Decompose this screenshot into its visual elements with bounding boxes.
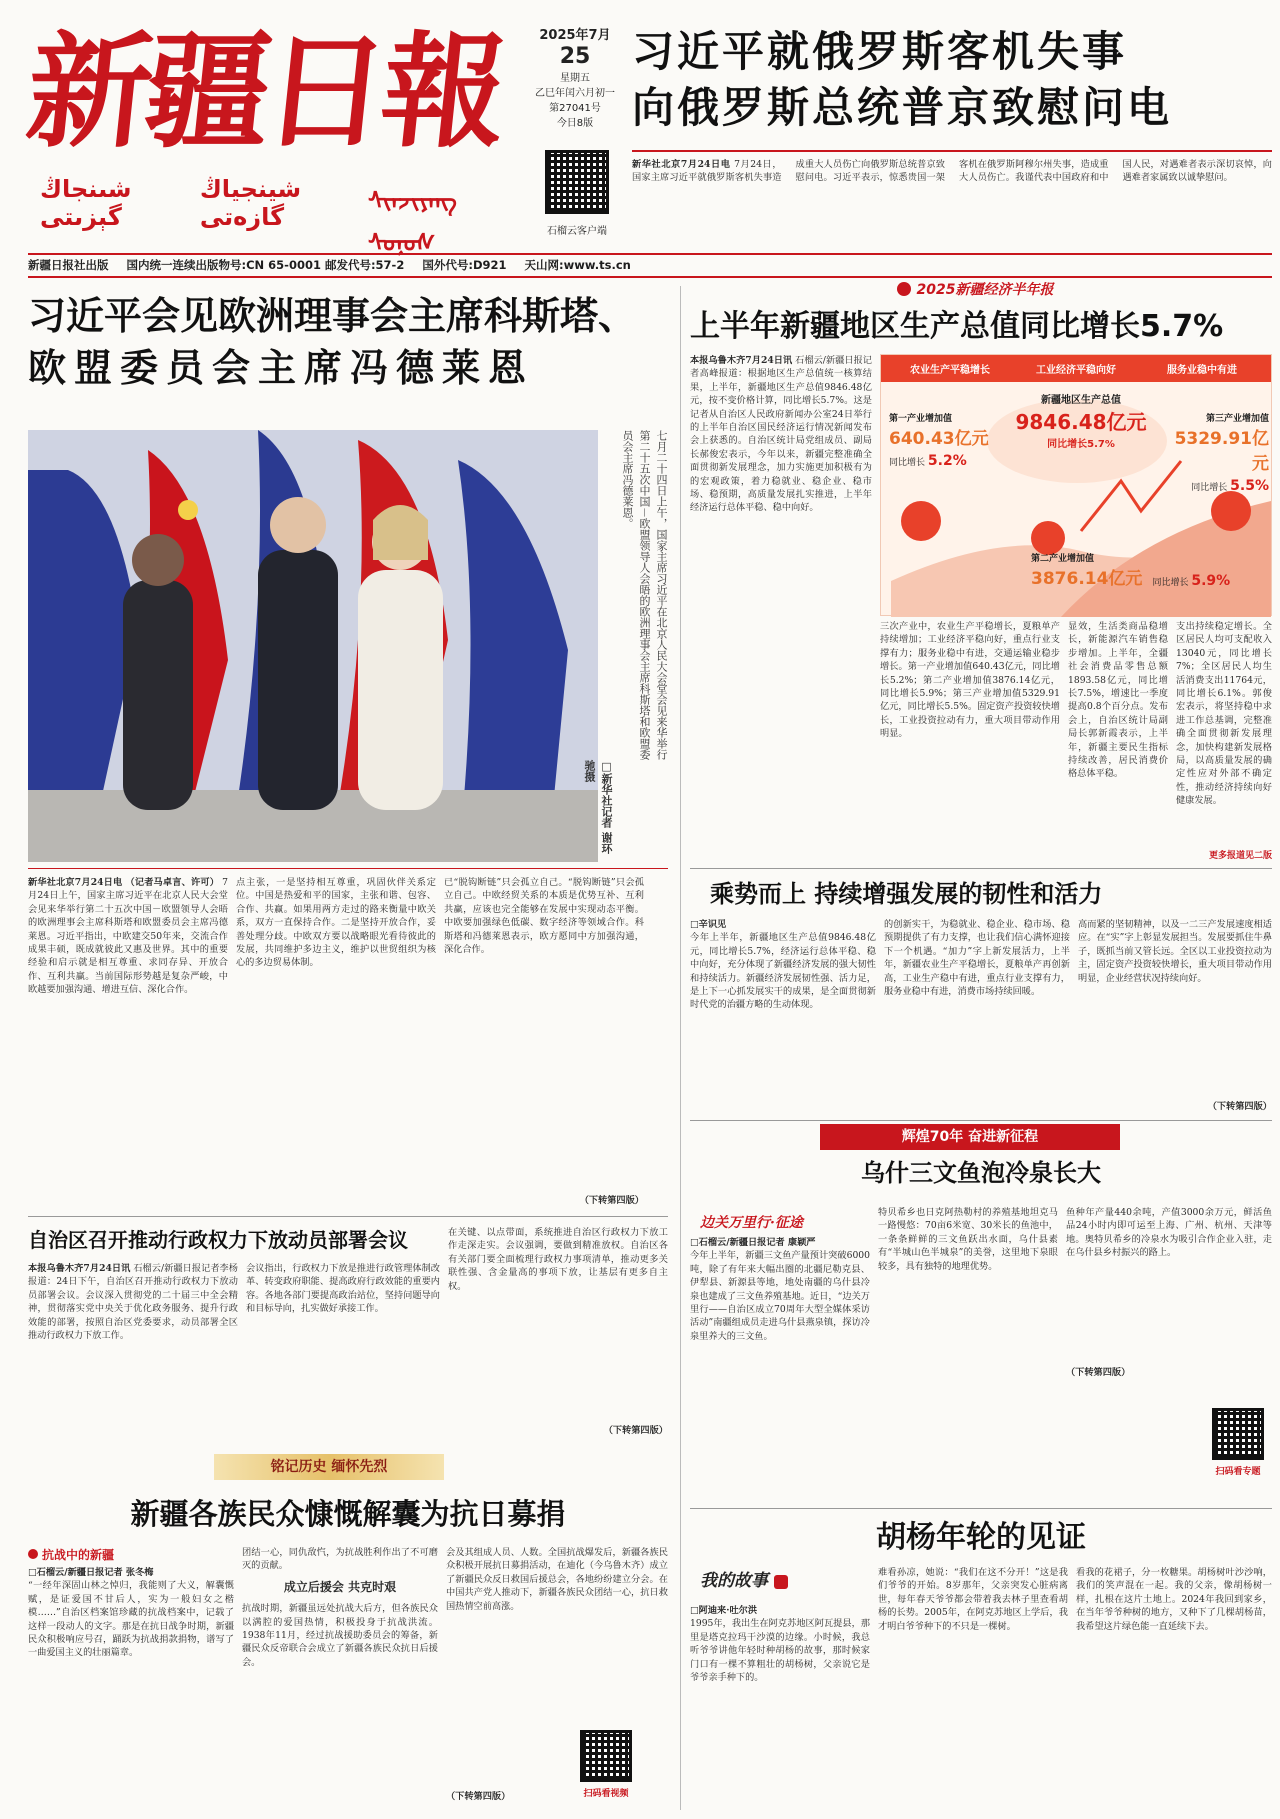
- history-series-text: 抗战中的新疆: [42, 1548, 115, 1562]
- top-story-text: 7月24日，国家主席习近平就俄罗斯客机失事造成重大人员伤亡向俄罗斯总统普京致慰问电。习近平表示，惊悉贵国一架客机在俄罗斯阿穆尔州失事，造成重大人员伤亡。我谨代表中国政府和中国人民，对遇难者表示深切哀悼，向遇难者家属致以诚挚慰问。: [632, 159, 1272, 184]
- commentary-headline[interactable]: 乘势而上 持续增强发展的韧性和活力: [710, 880, 1103, 908]
- gdp-tertiary-growth-word: 同比增长: [1191, 483, 1228, 493]
- fish-headline[interactable]: 乌什三文鱼泡冷泉长大: [861, 1159, 1101, 1187]
- economy-divider: [690, 868, 1272, 869]
- economy-col-3: 显效，生活类商品稳增长，新能源汽车销售稳步增加。上半年，全疆社会消费品零售总额1893.58亿元，同比增长7.5%，增速比一季度提高0.8个百分点。发布会上，自治区统计局副局长郭新霞表示，上半年，新疆主要民生指标持续改善，居民消费价格总体平稳。: [1068, 621, 1168, 780]
- fish-col-2: 特贝希乡也日克阿热勒村的养殖基地坦克马一路慢悠：70亩6米宽、30米长的鱼池中，一条条鲜鲜的三文鱼跃出水面，乌什县素有“半城山色半城泉”的美誉，这里地下泉眼较多，具有独特的地理优势。: [878, 1207, 1058, 1272]
- gdp-primary-value: 640.43亿元: [889, 429, 989, 449]
- gdp-tertiary-value: 5329.91亿元: [1174, 429, 1269, 474]
- banner-dot-icon: [897, 282, 911, 296]
- gdp-secondary-label: 第二产业增加值: [1031, 554, 1095, 564]
- admin-top-divider: [28, 1216, 668, 1217]
- tree-col-1-text: 1995年，我出生在阿克苏地区阿瓦提县，那里是塔克拉玛干沙漠的边缘。小时候，我总听爷爷讲他年轻时种胡杨的故事，那时候家门口有一棵不算粗壮的胡杨树，父亲说它是爷爷亲手种下的。: [690, 1618, 870, 1684]
- economy-col-1-text: 石榴云/新疆日报记者高峰报道：根据地区生产总值统一核算结果，上半年，新疆地区生产总值9846.48亿元，按不变价格计算，同比增长5.7%。这是记者从自治区人民政府新闻办公室24日举行的上半年自治区国民经济运行情况新闻发布会上获悉的。自治区统计局党组成员、副局长郝俊宏表示，今年以来，新疆完整准确全面贯彻新发展理念，加力实施更加积极有为的宏观政策，着力稳就业、稳企业、稳市场、稳预期，高质量发展扎实推进，上半年经济运行总体平稳、稳中向好。: [690, 355, 872, 514]
- history-headline[interactable]: 新疆各族民众慷慨解囊为抗日募捐: [130, 1497, 566, 1531]
- economy-col-4: 支出持续稳定增长。全区居民人均可支配收入13040元，同比增长7%；全区居民人均生活消费支出11764元，同比增长6.1%。郭俊宏表示，将坚持稳中求进工作总基调，完整准确全面贯彻新发展理念，加快构建新发展格局，以高质量发展的确定性应对外部不确定性，推动经济持续向好健康发展。: [1176, 621, 1272, 807]
- fish-jump[interactable]: （下转第四版）: [1066, 1367, 1131, 1378]
- issue-number: 第27041号: [549, 103, 601, 114]
- newspaper-logo: 新疆日報: [20, 20, 508, 165]
- lead-headline-1[interactable]: 习近平会见欧洲理事会主席科斯塔、: [28, 294, 637, 338]
- admin-col-3: 在关键、以点带面，系统推进自治区行政权力下放工作走深走实。会议强调，要做到精准放权。自治区各有关部门要全面梳理行政权力事项清单，推动更多关联性强、含金量高的事项下放，让基层有更多自主权。: [448, 1227, 668, 1292]
- fish-col-3b: [1066, 1366, 1204, 1502]
- date-box: [530, 24, 620, 131]
- gdp-primary: [889, 411, 999, 469]
- commentary-divider: [690, 1120, 1272, 1121]
- gdp-secondary-growth: 5.9%: [1191, 573, 1231, 589]
- website-link[interactable]: 天山网:www.ts.cn: [524, 258, 631, 272]
- uyghur-title: شىنجاڭ گېزىتى: [40, 175, 132, 231]
- date-year-month: 2025年7月: [539, 28, 611, 43]
- gdp-tertiary: [1165, 411, 1269, 494]
- top-story-body: [632, 158, 1272, 240]
- economy-col-2: 三次产业中，农业生产平稳增长，夏粮单产持续增加；工业经济平稳向好，重点行业支撑有力；服务业稳中有进，交通运输业稳步增长。第一产业增加值640.43亿元，同比增长5.2%；第二产业增加值3876.14亿元，同比增长5.9%；第三产业增加值5329.91亿元，同比增长5.5%。固定资产投资较快增长，工业投资拉动有力，重大项目带动作用明显。: [880, 621, 1060, 740]
- photo-credit: □新华社记者 谢环驰摄: [583, 760, 613, 854]
- gdp-primary-growth-word: 同比增长: [889, 458, 926, 468]
- gdp-secondary-value: 3876.14亿元: [1031, 569, 1143, 589]
- history-col-2: [242, 1546, 438, 1806]
- gdp-total-value: 9846.48亿元: [1015, 410, 1147, 434]
- masthead-scripts: [40, 175, 480, 257]
- meeting-photo-illustration: [28, 430, 598, 862]
- tree-series: [700, 1566, 800, 1591]
- gdp-tertiary-label: 第三产业增加值: [1205, 414, 1269, 424]
- economy-banner: [860, 278, 1090, 300]
- lead-reporters: （记者马卓言、许可）: [125, 877, 220, 888]
- gdp-tab-industry: 工业经济平稳向好: [1036, 365, 1116, 376]
- publication-info-bar: [28, 253, 1272, 275]
- fish-qr-code[interactable]: [1212, 1408, 1264, 1460]
- history-qr-code[interactable]: [580, 1730, 632, 1782]
- history-col-2b-text: 抗战时期，新疆虽远处抗战大后方，但各族民众以满腔的爱国热情，积极投身于抗战洪流。1938年11月，经过抗战援助委员会的筹备，新疆民众反帝联合会成立了新疆各族民众抗日后援会。: [242, 1603, 438, 1668]
- gdp-tab-agriculture: 农业生产平稳增长: [910, 365, 990, 376]
- history-banner: 铭记历史 缅怀先烈: [214, 1454, 444, 1480]
- history-jump[interactable]: （下转第四版）: [446, 1791, 511, 1802]
- mongolian-title: ᠰᠢᠨᠵᠢᠶᠠᠩ ᠰᠣᠨᠣᠰ: [367, 187, 457, 257]
- lead-col-3: 已“脱钩断链”只会孤立自己。“脱钩断链”只会孤立自己。中欧经贸关系的本质是优势互补、互利共赢，应该也完全能够在发展中实现动态平衡。中欧要加强绿色低碳、数字经济等领域合作。科斯塔和冯德莱恩表示，欧方愿同中方加强沟通，深化合作。: [444, 877, 644, 956]
- lead-headline: [28, 290, 668, 420]
- lead-jump[interactable]: （下转第四版）: [579, 1195, 644, 1206]
- admin-col-1-text: 石榴云/新疆日报记者李杨报道：24日下午，自治区召开推动行政权力下放动员部署会议。会议深入贯彻党的二十届三中全会精神，贯彻落实党中央关于优化政务服务、提升行政效能的部署，按照自治区党委要求，动员部署全区推动行政权力下放工作。: [28, 1263, 238, 1342]
- tree-col-1: [690, 1604, 870, 1806]
- history-author: □石榴云/新疆日报记者 张冬梅: [28, 1567, 154, 1578]
- history-col-1-text: “一经年深固山林之悼归，我能则了大义，解囊慨赋，是证爱国不甘后人，实为一般妇女之楷模……”自治区档案馆珍藏的抗战档案中，记载了这样一段动人的文字。那是在抗日战争时期，新疆民众积极响应号召，踊跃为抗战捐款捐物，谱写了一曲爱国主义的壮丽篇章。: [28, 1580, 234, 1659]
- lead-col-2: 点主张，一是坚持相互尊重，巩固伙伴关系定位。中国是热爱和平的国家，主张和谐、包容、合作、共赢。如果用两方走过的路来衡量中欧关系，双方一直保持合作。二是坚持开放合作，妥善处理分歧。中欧双方要以战略眼光看待彼此的发展，共同维护多边主义，维护以世贸组织为核心的多边贸易体制。: [236, 877, 436, 969]
- anniversary-banner: 辉煌70年 奋进新征程: [820, 1124, 1120, 1150]
- fish-series: 边关万里行·征途: [700, 1215, 803, 1231]
- lunar-date: 乙巳年闰六月初一: [535, 88, 615, 99]
- date-day: 25: [559, 44, 591, 69]
- economy-col-1: [690, 354, 872, 864]
- gdp-tab-services: 服务业稳中有进: [1167, 365, 1237, 376]
- gdp-total-growth: 同比增长5.7%: [1047, 439, 1115, 450]
- history-col-1: [28, 1566, 234, 1806]
- weekday: 星期五: [560, 73, 590, 84]
- lead-photo-divider: [28, 868, 668, 869]
- page-count: 今日8版: [556, 118, 594, 129]
- history-series: [28, 1546, 228, 1563]
- client-qr-code[interactable]: [545, 150, 609, 214]
- top-story-headline-2[interactable]: 向俄罗斯总统普京致慰问电: [632, 83, 1173, 132]
- photo-caption-text: 七月二十四日上午，国家主席习近平在北京人民大会堂会见来华举行第二十五次中国－欧盟领导人会晤的欧洲理事会主席科斯塔和欧盟委员会主席冯德莱恩。: [621, 430, 668, 760]
- history-qr-caption: 扫码看视频: [583, 1789, 629, 1799]
- history-col-3: 会及其组成人员、人数。全国抗战爆发后，新疆各族民众积极开展抗日募捐活动，在迪化（今乌鲁木齐）成立了新疆民众反日救国后援总会，各地纷纷建立分会。在中国共产党人推动下，新疆各族民众团结一心，抗日救国热情空前高涨。: [446, 1547, 668, 1612]
- lead-col-1: [28, 876, 228, 1208]
- photo-caption: [583, 430, 670, 862]
- economy-more-link[interactable]: 更多报道见二版: [1208, 851, 1272, 861]
- gdp-infographic: [880, 354, 1272, 616]
- cn-code: 国内统一连续出版物号:CN 65-0001 邮发代号:57-2: [126, 258, 405, 272]
- gdp-secondary: [1031, 551, 1251, 589]
- commentary-jump[interactable]: （下转第四版）: [1207, 1101, 1272, 1112]
- commentary-col-1: [690, 918, 876, 1114]
- qr-caption: 石榴云客户端: [547, 226, 607, 237]
- gdp-total-label: 新疆地区生产总值: [1041, 395, 1121, 406]
- tree-author: □阿迪来·吐尔洪: [690, 1605, 758, 1616]
- publisher: 新疆日报社出版: [28, 258, 109, 272]
- meeting-photo[interactable]: [28, 430, 598, 862]
- fish-divider: [690, 1508, 1272, 1509]
- lead-headline-2[interactable]: 欧盟委员会主席冯德莱恩: [28, 346, 535, 390]
- history-col-2-text: 团结一心，同仇敌忾，为抗战胜利作出了不可磨灭的贡献。: [242, 1547, 438, 1572]
- economy-dateline: 本报乌鲁木齐7月24日讯: [690, 355, 793, 366]
- gdp-primary-growth: 5.2%: [927, 453, 967, 469]
- commentary-author: □辛识见: [690, 919, 727, 930]
- top-story-dateline: 新华社北京7月24日电: [632, 159, 731, 170]
- intl-code: 国外代号:D921: [422, 258, 507, 272]
- fish-qr-caption: 扫码看专题: [1215, 1467, 1261, 1477]
- history-subhead: 成立后援会 共克时艰: [283, 1579, 397, 1594]
- economy-headline[interactable]: 上半年新疆地区生产总值同比增长5.7%: [690, 309, 1224, 344]
- commentary-col-3: 高而紧的坚韧精神，以及一二三产发展速度相适应。在“实”字上彰显发展担当。发展要抓住牛鼻子，既抓当前又管长远。全区以工业投资拉动为主，固定资产投资较快增长，重大项目带动作用明显，企业经营状况持续向好。: [1078, 919, 1272, 984]
- fish-col-3: 鱼种年产量440余吨，产值3000余万元，鲜活鱼品24小时内即可运至上海、广州、杭州、天津等地。奥特贝希乡的冷泉水为吸引合作企业入驻，走在乌什县乡村振兴的路上。: [1066, 1207, 1272, 1259]
- tree-headline[interactable]: 胡杨年轮的见证: [876, 1520, 1086, 1555]
- fish-author: □石榴云/新疆日报记者 康颖严: [690, 1237, 816, 1248]
- lead-col-1-text: 7月24日上午，国家主席习近平在北京人民大会堂会见来华举行第二十五次中国－欧盟领导人会晤的欧洲理事会主席科斯塔和欧盟委员会主席冯德莱恩。习近平指出，中欧建交50年来，交流合作成果丰硕，既成就彼此又惠及世界。其中的重要经验和启示就是相互尊重、求同存异、开放合作、互利共赢。当前国际形势越是复杂严峻，中欧越要加强沟通、增进互信、深化合作。: [28, 877, 229, 996]
- tree-series-icon: [774, 1575, 788, 1589]
- gdp-primary-label: 第一产业增加值: [889, 414, 953, 424]
- commentary-col-1-text: 今年上半年，新疆地区生产总值9846.48亿元，同比增长5.7%，经济运行总体平稳、稳中向好，充分体现了新疆经济发展的强大韧性和持续活力。新疆经济发展韧性强、活力足，是上下一心抓发展实干的成果，是全面贯彻新时代党的治疆方略的生动体现。: [690, 932, 876, 1011]
- fish-col-1: [690, 1236, 870, 1502]
- lead-dateline: 新华社北京7月24日电: [28, 877, 123, 888]
- tree-col-2: 难看孙凉，她说：“我们在这不分开！”这是我们爷爷的开始。8岁那年，父亲突发心脏病离世，每年春天爷爷都会带着我去林子里查看胡杨的长势。2005年，在阿克苏地区上学后，我才明白爷爷种下的不只是一棵树。: [878, 1567, 1068, 1632]
- column-separator: [680, 286, 681, 1810]
- gdp-tertiary-growth: 5.5%: [1230, 478, 1269, 494]
- admin-jump[interactable]: （下转第四版）: [603, 1425, 668, 1436]
- commentary-col-2: 的创新实干，为稳就业、稳企业、稳市场、稳预期提供了有力支撑，也让我们信心满怀迎接下一个机遇。“加力”字上新发展活力，上半年，新疆农业生产平稳增长，夏粮单产再创新高，工业生产稳中有进，重点行业支撑有力，服务业稳中有进，消费市场持续回暖。: [884, 919, 1070, 998]
- top-story-rule: [632, 150, 1272, 152]
- gdp-tabs: [881, 355, 1271, 382]
- tree-series-text: 我的故事: [700, 1571, 768, 1591]
- kazakh-title: شينجياڭ گازەتى: [199, 175, 302, 231]
- admin-dateline: 本报乌鲁木齐7月24日讯: [28, 1263, 131, 1274]
- admin-col-2: 会议指出，行政权力下放是推进行政管理体制改革、转变政府职能、提高政府行政效能的重要内容。各地各部门要提高政治站位，坚持问题导向和目标导向，扎实做好承接工作。: [246, 1263, 440, 1315]
- gdp-secondary-growth-word: 同比增长: [1152, 578, 1189, 588]
- gdp-total: [1001, 391, 1161, 450]
- economy-banner-text: 2025新疆经济半年报: [916, 282, 1054, 298]
- tree-col-3: 看我的花裙子，分一枚糖果。胡杨树叶沙沙响，我们的笑声混在一起。我的父亲，像胡杨树一样，扎根在这片土地上。2024年我回到家乡，在当年爷爷种树的地方，又种下了几棵胡杨苗，我希望这片绿色能一直延续下去。: [1076, 1567, 1272, 1632]
- fish-col-1-text: 今年上半年，新疆三文鱼产量预计突破6000吨，除了有年来大幅出圈的北疆尼勒克县、伊犁县、新源县等地，地处南疆的乌什县冷泉也建成了三文鱼养殖基地。近日，“边关万里行——自治区成立70周年大型全媒体采访活动”南疆组成员走进乌什县燕泉镇，探访冷泉里养大的三文鱼。: [690, 1250, 870, 1342]
- history-series-icon: [28, 1549, 38, 1559]
- top-story-headline-1[interactable]: 习近平就俄罗斯客机失事: [632, 27, 1128, 76]
- admin-col-1: [28, 1262, 238, 1438]
- admin-headline[interactable]: 自治区召开推动行政权力下放动员部署会议: [28, 1228, 408, 1252]
